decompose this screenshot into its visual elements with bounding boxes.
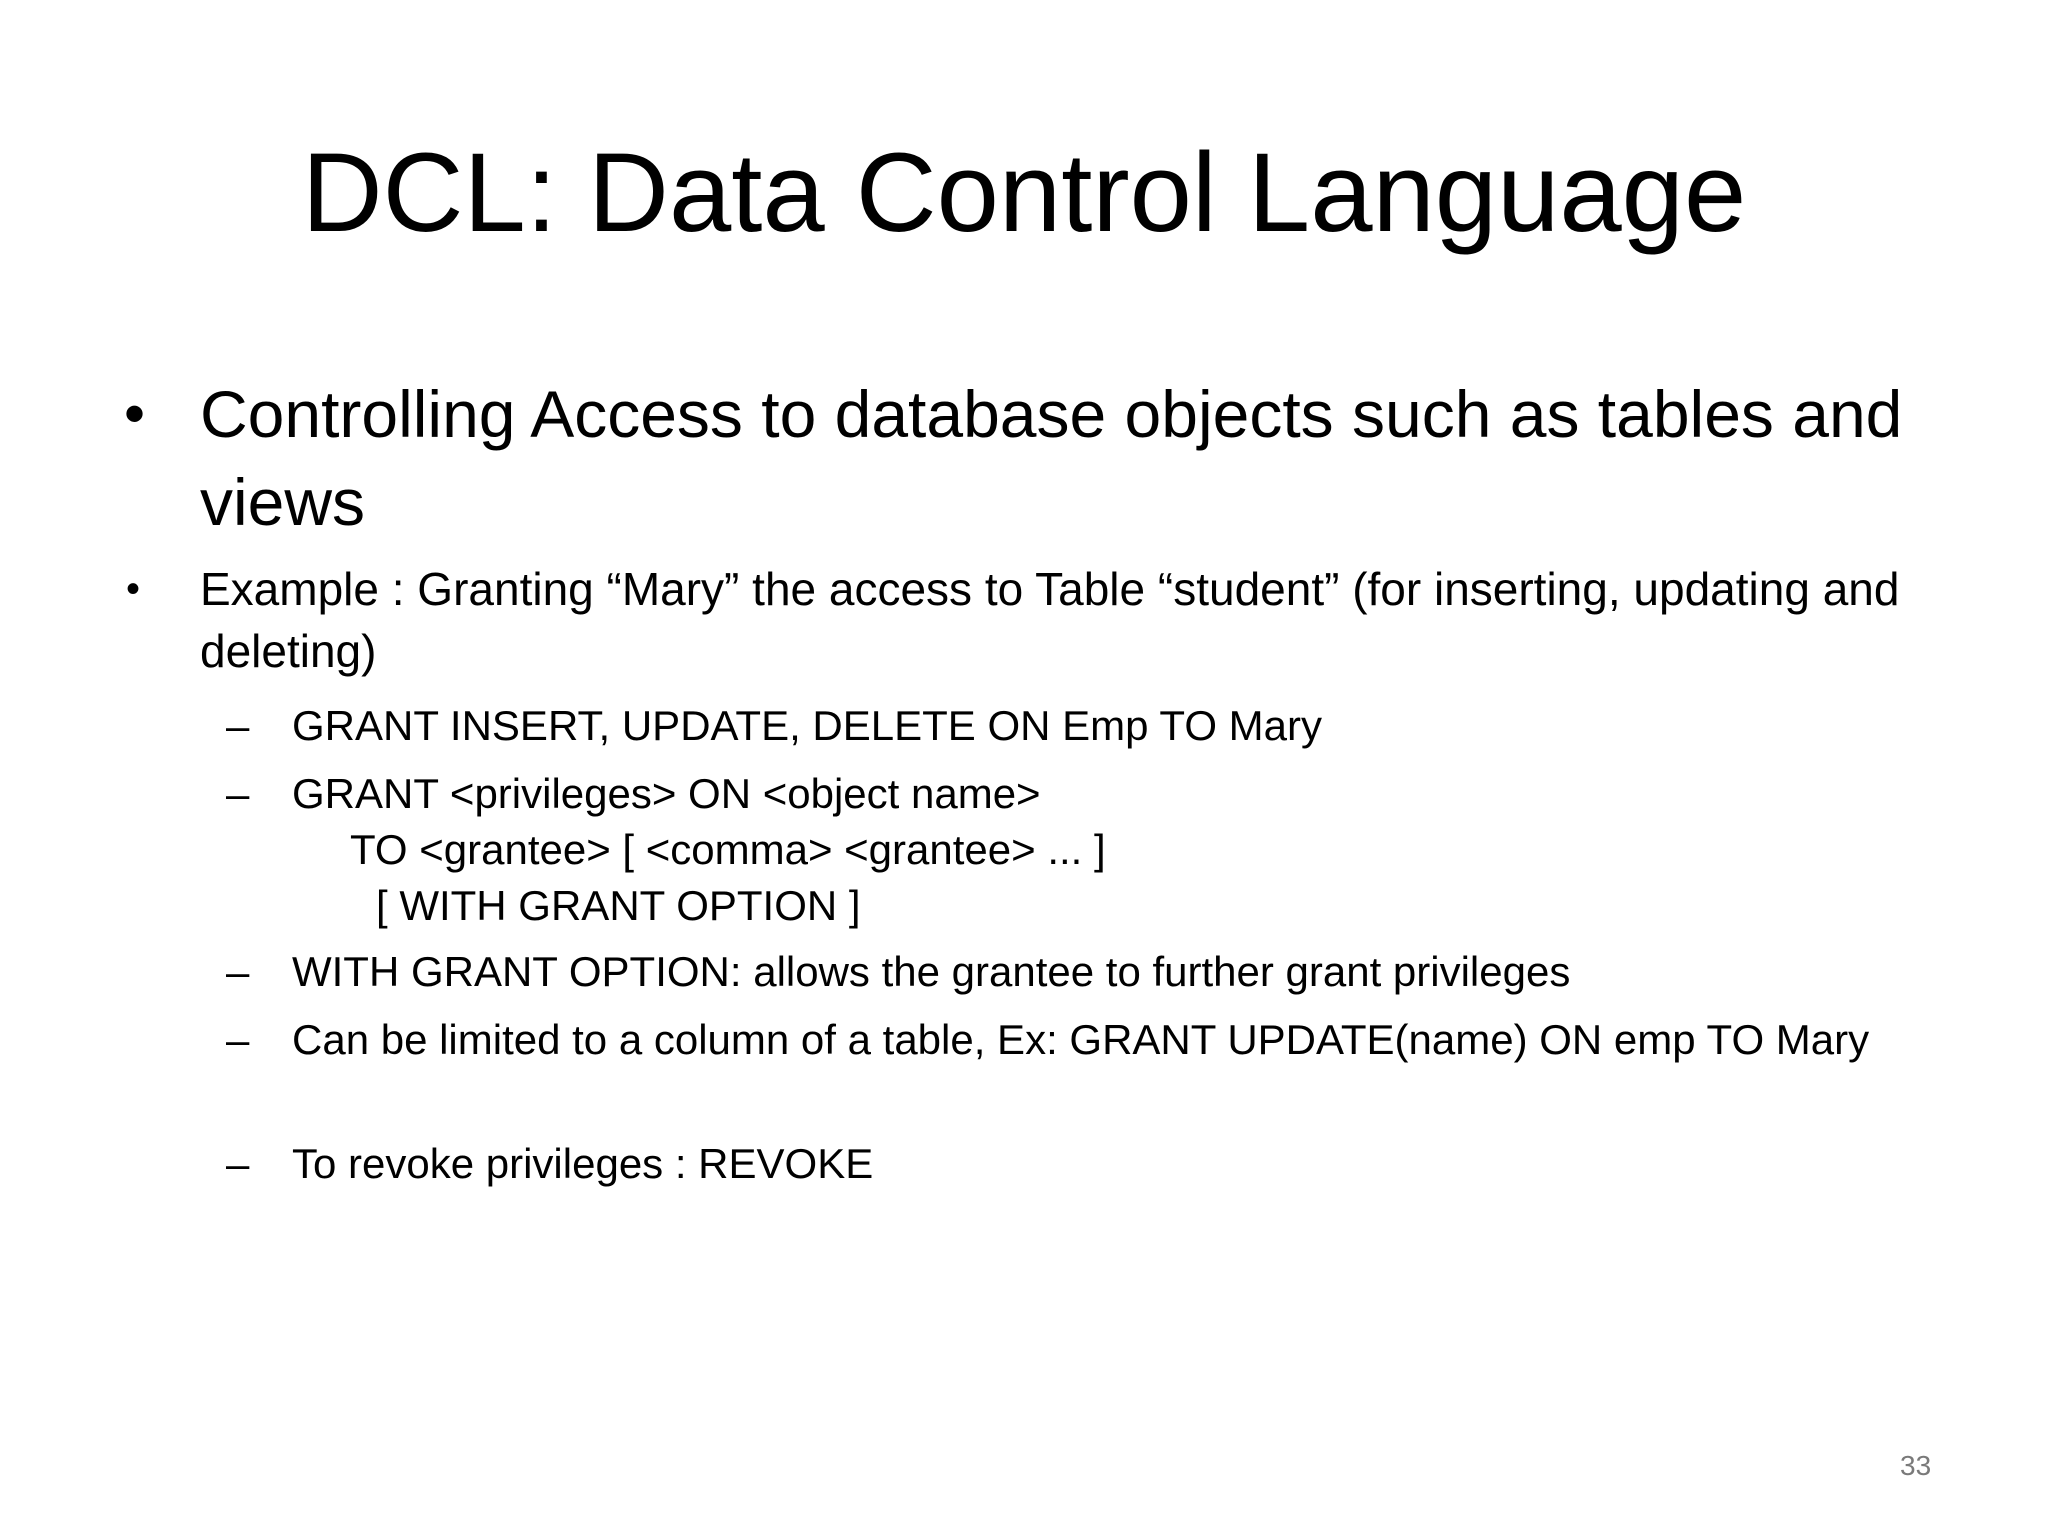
sub-item-grant-example: GRANT INSERT, UPDATE, DELETE ON Emp TO Mary (292, 702, 1322, 749)
grant-syntax-continuation-1: TO <grantee> [ <comma> <grantee> ... ] (350, 826, 1106, 873)
sub-item-revoke: To revoke privileges : REVOKE (292, 1140, 874, 1187)
sub-item-grant-syntax: GRANT <privileges> ON <object name> (292, 770, 1041, 817)
bullet-marker: • (126, 567, 141, 611)
dash-marker: – (226, 948, 250, 995)
bullet-2-text: Example : Granting “Mary” the access to Table “student” (for inserting, updating and deleting) (200, 563, 1900, 677)
bullet-marker: • (124, 380, 146, 447)
grant-syntax-continuation-2: [ WITH GRANT OPTION ] (376, 882, 861, 929)
dash-marker: – (226, 1016, 250, 1063)
dash-marker: – (226, 1140, 250, 1187)
sub-item-column-limit: Can be limited to a column of a table, Ex: GRANT UPDATE(name) ON emp TO Mary (292, 1016, 1870, 1063)
dash-marker: – (226, 702, 250, 749)
slide-title: DCL: Data Control Language (301, 130, 1747, 255)
page-number: 33 (1900, 1450, 1932, 1481)
sub-item-with-grant-option: WITH GRANT OPTION: allows the grantee to further grant privileges (292, 948, 1571, 995)
dash-marker: – (226, 770, 250, 817)
bullet-1-text: Controlling Access to database objects such as tables and views (200, 377, 1903, 539)
